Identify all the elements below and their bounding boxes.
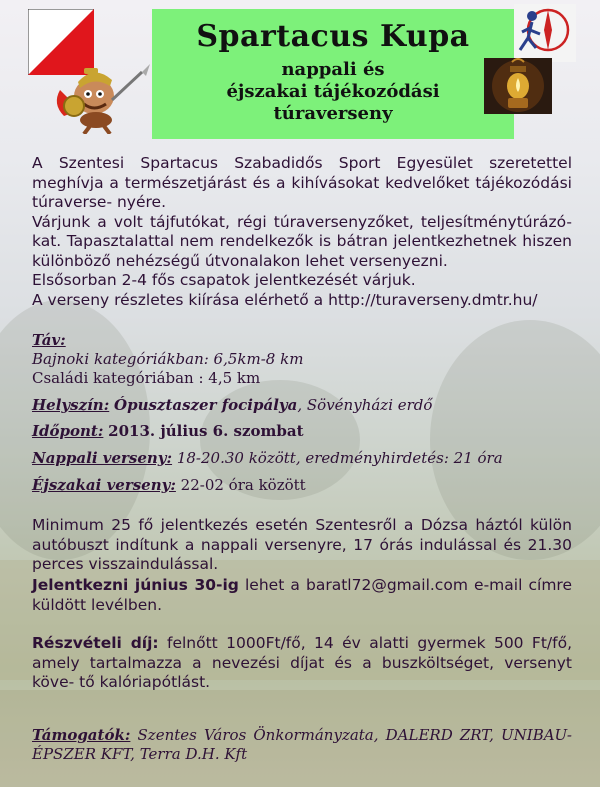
intro-paragraph: Elsősorban 2-4 fős csapatok jelentkezését várjuk. [32,271,416,289]
location-section [32,396,572,415]
location-place: Ópusztaszer focipálya [114,396,298,414]
subtitle-line: nappali és [281,59,385,80]
subtitle-line: éjszakai tájékozódási [226,81,440,102]
location-label: Helyszín: [32,396,110,414]
day-race-value: 18-20.30 között, eredményhirdetés: 21 óra [176,449,503,467]
date-section [32,422,572,441]
day-race-label: Nappali verseny: [32,449,173,467]
intro-paragraph: A verseny részletes kiírása elérhető a http://turaverseny.dmtr.hu/ [32,290,538,309]
sponsors-section [32,726,572,764]
fee-rest: felnőtt 1000Ft/fő, 14 év alatti gyermek 500 Ft/fő, amely tartalmazza a nevezési díjat és a buszköltséget, versenyt köve- tő kalóriapótlást. [32,634,572,691]
fee-paragraph [32,634,572,693]
intro-text [32,154,572,310]
sponsors-label: Támogatók: [32,726,131,744]
fee-label: Részvételi díj: [32,634,159,652]
signup-deadline: Jelentkezni június 30-ig [32,576,239,594]
day-race-section [32,449,572,468]
distance-label: Táv: [32,331,66,349]
date-label: Időpont: [32,422,104,440]
night-race-label: Éjszakai verseny: [32,476,176,494]
spartan-warrior-icon [50,60,154,134]
signup-rest: lehet a baratl72@gmail.com e-mail címre küldött levélben. [32,576,572,614]
intro-paragraph: A Szentesi Spartacus Szabadidős Sport Egyesület szeretettel meghívja a természetjárást és a kihívásokat kedvelőket tájékozódási túraverse- nyére. [32,154,572,211]
page-subtitle [152,59,514,125]
location-rest: , Sövényházi erdő [297,396,433,414]
bus-paragraph: Minimum 25 fő jelentkezés esetén Szentesről a Dózsa háztól külön autóbuszt indítunk a nappali versenyre, 17 órás indulással és 21.30 perces visszaindulással. [32,516,572,573]
date-value: 2013. július 6. szombat [108,422,304,440]
oil-lantern-icon [484,58,552,114]
page-title: Spartacus Kupa [196,19,470,54]
intro-paragraph: Várjunk a volt tájfutókat, régi túraversenyzőket, teljesítménytúrázó- kat. Tapasztalattal nem rendelkezők is bátran jelentkezhetnek hiszen különböző nehézségű útvonalakon lehet versenyezni. [32,212,572,270]
subtitle-line: túraverseny [273,103,393,124]
distance-family: Családi kategóriában : 4,5 km [32,369,261,387]
compass-runner-icon [514,4,576,62]
signup-paragraph [32,576,572,615]
header-banner [152,9,514,139]
night-race-value: 22-02 óra között [180,476,306,494]
night-race-section [32,476,572,495]
sponsors-value: Szentes Város Önkormányzata, DALERD ZRT, UNIBAU- ÉPSZER KFT, Terra D.H. Kft [32,726,572,763]
distance-section [32,331,572,388]
distance-championship: Bajnoki kategóriákban: 6,5km-8 km [32,350,304,368]
